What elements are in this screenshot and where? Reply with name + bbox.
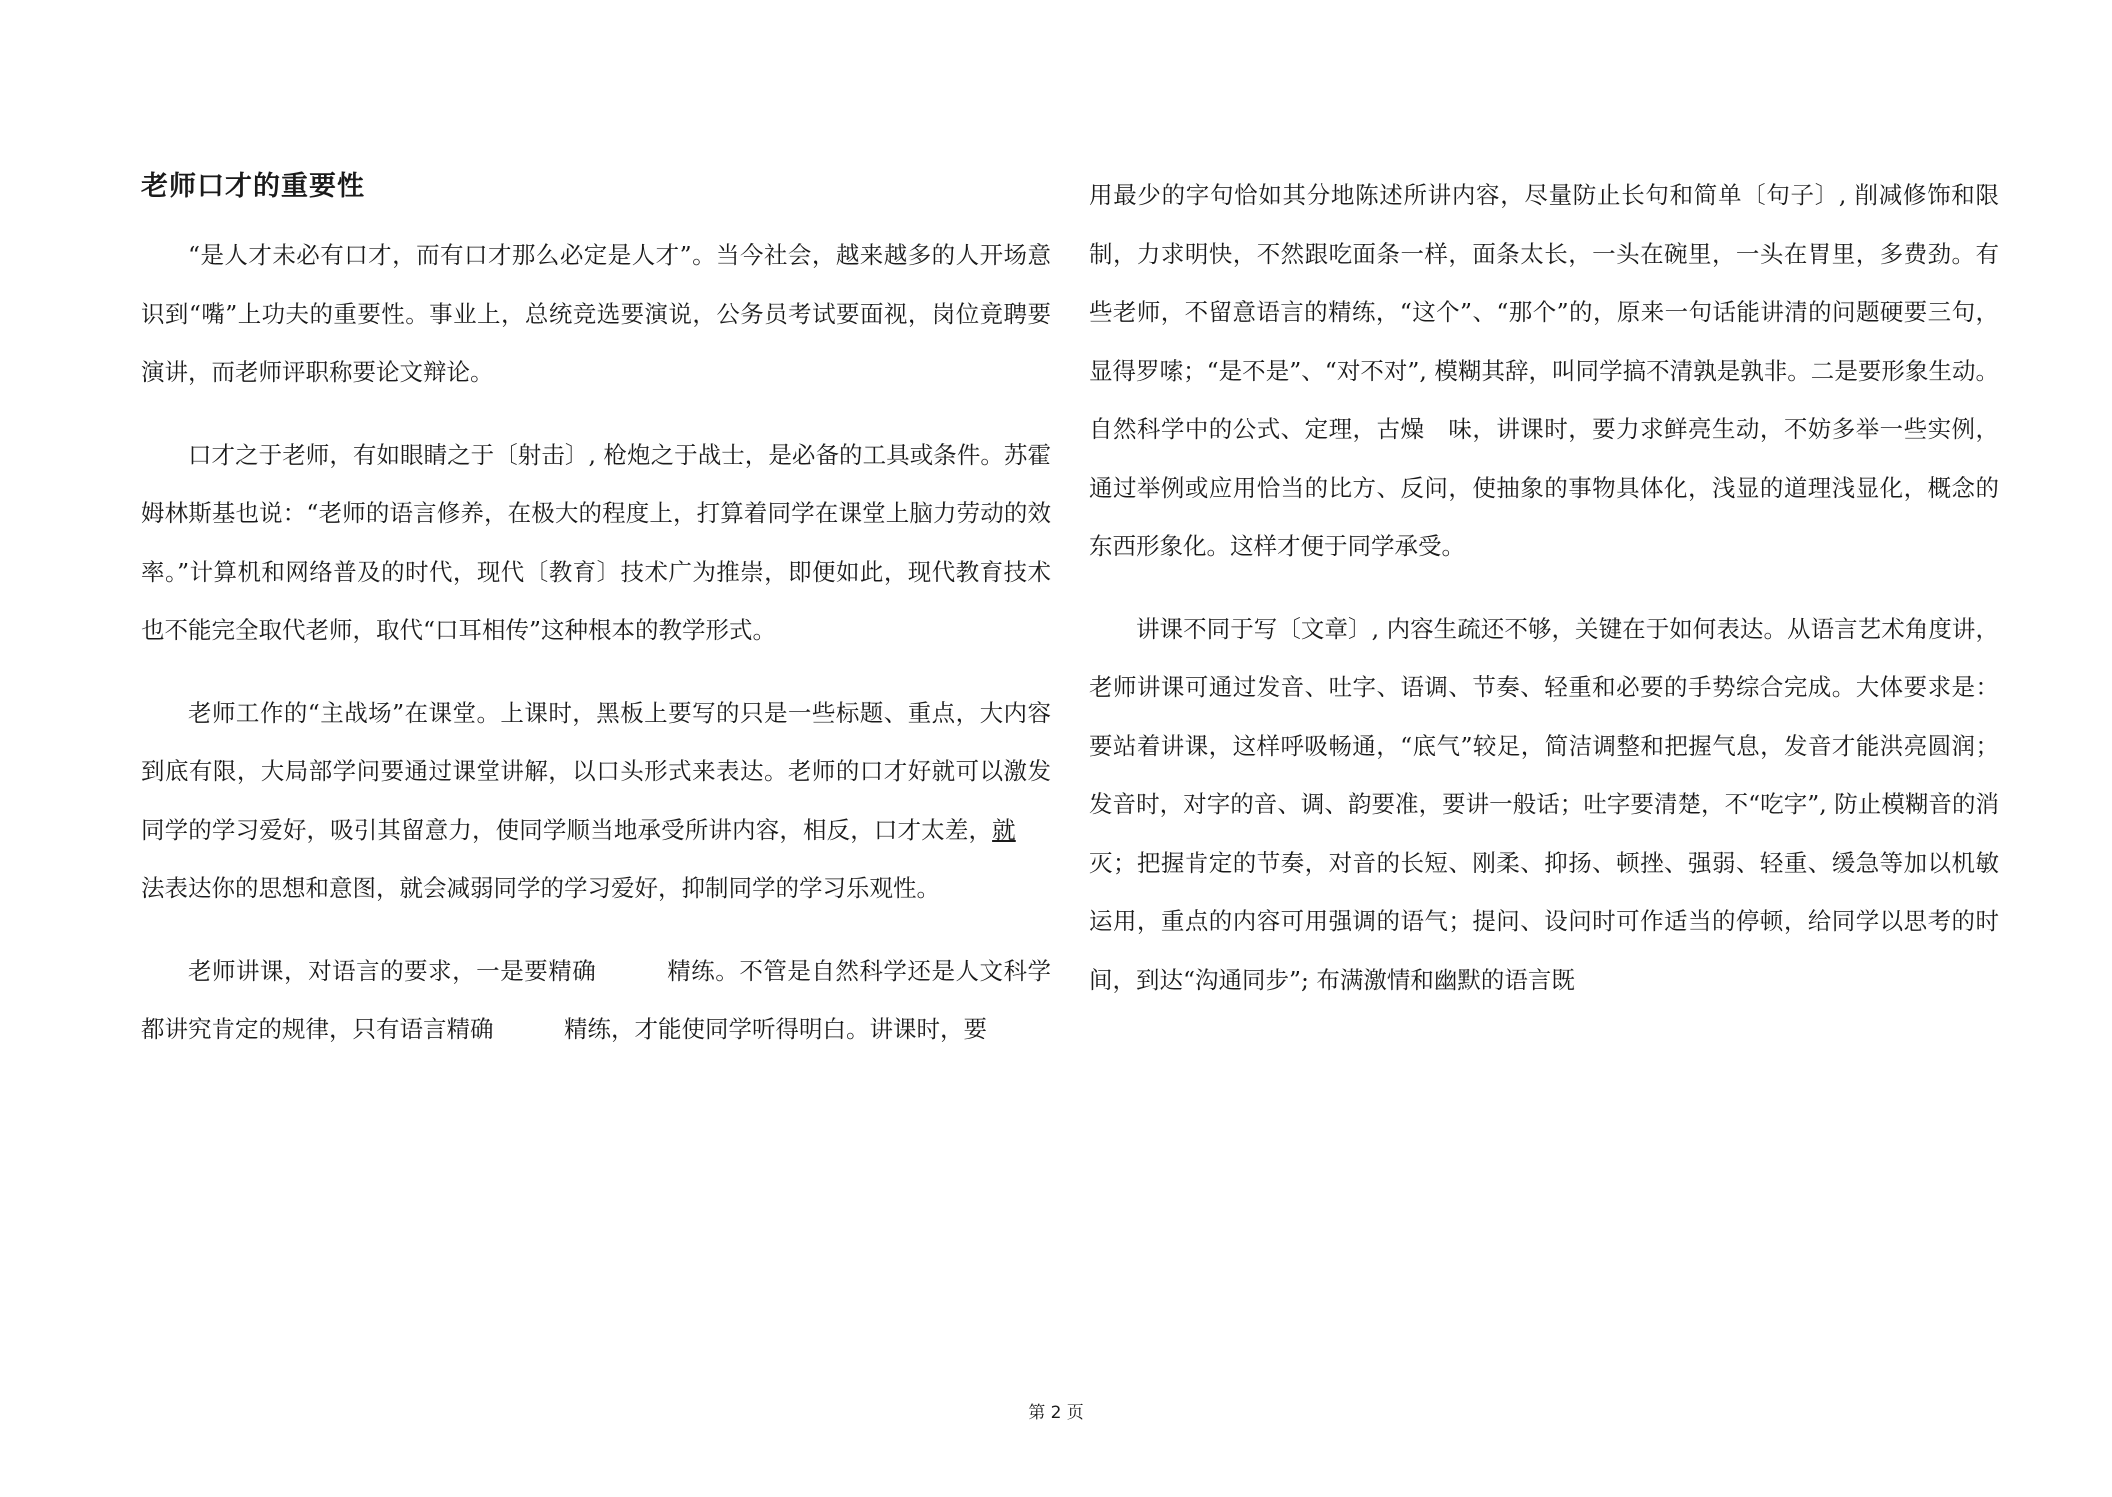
paragraph-6: 讲课不同于写〔文章〕, 内容生疏还不够，关键在于如何表达。从语言艺术角度讲，老师讲课可通过发音、吐字、语调、节奏、轻重和必要的手势综合完成。大体要求是：要站着讲课，这样呼吸畅通，“底气”较足，简洁调整和把握气息，发音才能洪亮圆润；发音时，对字的音、调、韵要准，要讲一般话；吐字要清楚，不“吃字”, 防止模糊音的消灭；把握肯定的节奏，对音的长短、刚柔、抑扬、顿挫、强弱、轻重、缓急等加以机敏运用，重点的内容可用强调的语气；提问、设问时可作适当的停顿，给同学以思考的时间，到达“沟通同步”; 布满激情和幽默的语言既 xyxy=(1089,614,1999,994)
paragraph-4 xyxy=(141,942,1051,1059)
paragraph-5-after: 味，讲课时，要力求鲜亮生动，不妨多举一些实例，通过举例或应用恰当的比方、反问，使抽象的事物具体化，浅显的道理浅显化，概念的东西形象化。这样才便于同学承受。 xyxy=(1089,415,2000,560)
paragraph-3 xyxy=(141,684,1051,918)
paragraph-3-after: 法表达你的思想和意图，就会减弱同学的学习爱好，抑制同学的学习乐观性。 xyxy=(141,874,940,902)
paragraph-3-text: 老师工作的“主战场”在课堂。上课时，黑板上要写的只是一些标题、重点，大内容到底有限，大局部学问要通过课堂讲解，以口头形式来表达。老师的口才好就可以激发同学的学习爱好，吸引其留意力，使同学顺当地承受所讲内容，相反，口才太差， xyxy=(141,698,1051,844)
paragraph-4-part2: 精练。不管是自然科学还是人文科学都讲究肯定的规律，只有语言精确 xyxy=(141,956,1052,1043)
paragraph-5 xyxy=(1089,166,1999,576)
page-title: 老师口才的重要性 xyxy=(141,171,365,202)
paragraph-1: “是人才未必有口才，而有口才那么必定是人才”。当今社会，越来越多的人开场意识到“嘴”上功夫的重要性。事业上，总统竞选要演说，公务员考试要面视，岗位竟聘要演讲，而老师评职称要论文辩论。 xyxy=(141,241,1051,386)
paragraph-5-text: 用最少的字句恰如其分地陈述所讲内容，尽量防止长句和简单〔句子〕, 削减修饰和限制，力求明快，不然跟吃面条一样，面条太长，一头在碗里，一头在胃里，多费劲。有些老师，不留意语言的精练，“这个”、“那个”的，原来一句话能讲清的问题硬要三句，显得罗嗦；“是不是”、“对不对”, 模糊其辞，叫同学搞不清孰是孰非。二是要形象生动。自然科学中的公式、定理，古燥 xyxy=(1089,181,1999,443)
underlined-word: 就 xyxy=(992,815,1016,844)
right-column xyxy=(1089,166,1999,1009)
paragraph-4-part1: 老师讲课，对语言的要求，一是要精确 xyxy=(188,956,597,985)
paragraph-2: 口才之于老师，有如眼睛之于〔射击〕, 枪炮之于战士，是必备的工具或条件。苏霍姆林斯基也说：“老师的语言修养，在极大的程度上，打算着同学在课堂上脑力劳动的效率。”计算机和网络普及的时代，现代〔教育〕技术广为推崇，即便如此，现代教育技术也不能完全取代老师，取代“口耳相传”这种根本的教学形式。 xyxy=(141,440,1051,644)
left-column xyxy=(141,226,1051,1059)
page-number: 第 2 页 xyxy=(1028,1403,1084,1423)
paragraph-4-part3: 精练，才能使同学听得明白。讲课时，要 xyxy=(564,1015,987,1043)
